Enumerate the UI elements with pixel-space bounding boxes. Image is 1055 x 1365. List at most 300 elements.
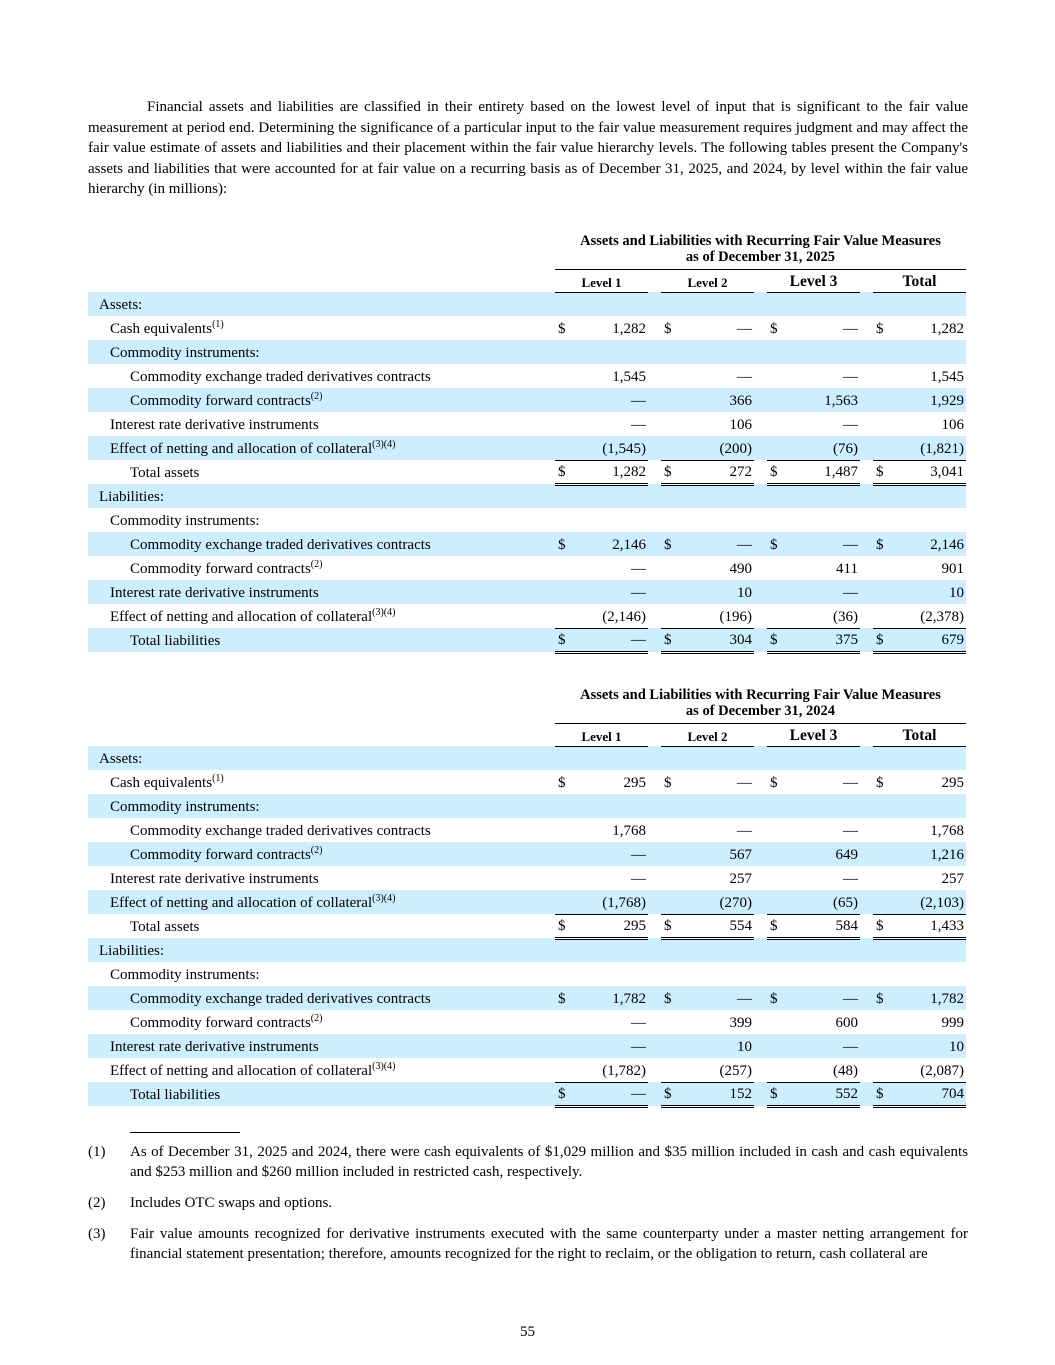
column-gap <box>648 436 661 460</box>
column-gap <box>754 460 767 484</box>
table-row <box>88 460 966 484</box>
cell-value: 295 <box>623 775 646 791</box>
dollar-sign <box>661 890 679 914</box>
cell-value: 295 <box>941 775 964 791</box>
cell-value <box>891 746 966 770</box>
footnote-divider <box>130 1132 240 1133</box>
column-gap <box>754 938 767 962</box>
dollar-sign <box>767 436 785 460</box>
table-row <box>88 938 966 962</box>
cell-value: 2,146 <box>891 532 966 556</box>
column-gap <box>860 794 873 818</box>
table-title <box>555 233 966 270</box>
column-gap <box>860 436 873 460</box>
footnote-reference: (3)(4) <box>372 1061 396 1072</box>
table-row <box>88 746 966 770</box>
cell-value: — <box>679 986 754 1010</box>
cell-value: 704 <box>891 1082 966 1106</box>
cell-value: — <box>737 775 752 791</box>
column-gap <box>754 556 767 580</box>
dollar-sign <box>767 508 785 532</box>
column-gap <box>648 1034 661 1058</box>
column-gap <box>648 340 661 364</box>
cell-value: — <box>631 561 646 577</box>
dollar-sign <box>767 292 785 316</box>
column-gap <box>860 770 873 794</box>
column-header: Level 2 <box>661 723 754 746</box>
intro-paragraph: Financial assets and liabilities are classified in their entirety based on the lowest level of input that is significant to the fair value measurement at period end. Determining the significance of a particular input to the fair value measurement requires judgment and may affect the fair value estimate of assets and liabilities and their placement within the fair value hierarchy levels. The following tables present the Company's assets and liabilities that were accounted for at fair value on a recurring basis as of December 31, 2025, and 2024, by level within the fair value hierarchy (in millions): <box>88 99 968 197</box>
cell-value: 152 <box>679 1082 754 1106</box>
column-gap <box>754 484 767 508</box>
cell-value: 10 <box>679 580 754 604</box>
table-row <box>88 842 966 866</box>
table-row <box>88 818 966 842</box>
cell-value: — <box>785 1034 860 1058</box>
column-gap <box>754 866 767 890</box>
column-gap <box>648 914 661 938</box>
column-gap <box>860 818 873 842</box>
table-title-row <box>88 687 966 724</box>
footnote-text: Fair value amounts recognized for derivative instruments executed with the same counterparty under a master netting arrangement for financial statement presentation; therefore, amounts recognized for the right to reclaim, or the obligation to return, cash collateral are <box>130 1225 968 1262</box>
column-gap <box>648 986 661 1010</box>
cell-value <box>679 340 754 364</box>
tables-container <box>88 233 968 1108</box>
row-label: Interest rate derivative instruments <box>110 417 319 433</box>
row-label: Commodity forward contracts$^{(2)}$ <box>130 1013 323 1031</box>
cell-value: (1,782) <box>573 1058 648 1082</box>
column-gap <box>648 412 661 436</box>
cell-value: 366 <box>679 388 754 412</box>
footnote-marker: (3) <box>88 1225 106 1242</box>
cell-value: 10 <box>891 1034 966 1058</box>
cell-value: — <box>785 986 860 1010</box>
dollar-sign <box>767 938 785 962</box>
table-row <box>88 628 966 652</box>
column-gap <box>754 1034 767 1058</box>
cell-value: (48) <box>785 1058 860 1082</box>
column-gap <box>860 556 873 580</box>
cell-value: 1,768 <box>930 823 964 839</box>
dollar-sign <box>767 818 785 842</box>
column-gap <box>648 292 661 316</box>
cell-value: — <box>843 775 858 791</box>
dollar-sign <box>767 556 785 580</box>
column-gap <box>860 1010 873 1034</box>
dollar-sign: $ <box>661 628 679 652</box>
dollar-sign <box>873 1010 891 1034</box>
dollar-sign <box>873 556 891 580</box>
cell-value: (257) <box>679 1058 754 1082</box>
column-gap <box>860 914 873 938</box>
dollar-sign <box>767 746 785 770</box>
row-label: Commodity instruments: <box>110 513 260 529</box>
cell-value: — <box>573 1034 648 1058</box>
dollar-sign <box>767 962 785 986</box>
column-gap <box>860 316 873 340</box>
dollar-sign <box>555 818 573 842</box>
dollar-sign <box>767 794 785 818</box>
dollar-sign: $ <box>873 532 891 556</box>
column-gap <box>860 412 873 436</box>
table-row <box>88 316 966 340</box>
dollar-sign <box>661 604 679 628</box>
column-gap <box>754 986 767 1010</box>
cell-value: — <box>631 871 646 887</box>
column-gap <box>754 364 767 388</box>
row-label: Assets: <box>88 292 555 316</box>
cell-value <box>573 938 648 962</box>
dollar-sign <box>555 866 573 890</box>
column-gap <box>648 460 661 484</box>
dollar-sign: $ <box>558 775 566 791</box>
cell-value: (196) <box>679 604 754 628</box>
row-label: Commodity forward contracts$^{(2)}$ <box>88 388 555 412</box>
row-label: Assets: <box>88 746 555 770</box>
cell-value: — <box>843 321 858 337</box>
dollar-sign <box>555 890 573 914</box>
cell-value: — <box>573 388 648 412</box>
column-gap <box>754 580 767 604</box>
column-gap <box>754 914 767 938</box>
table-row <box>88 866 966 890</box>
dollar-sign: $ <box>661 460 679 484</box>
row-label: Commodity forward contracts$^{(2)}$ <box>88 842 555 866</box>
column-gap <box>860 460 873 484</box>
dollar-sign <box>873 1058 891 1082</box>
cell-value: — <box>573 842 648 866</box>
column-gap <box>754 269 767 292</box>
row-label: Effect of netting and allocation of collateral$^{(3)(4)}$ <box>110 1061 396 1079</box>
column-gap <box>648 269 661 292</box>
dollar-sign: $ <box>555 460 573 484</box>
dollar-sign: $ <box>555 986 573 1010</box>
column-gap <box>754 340 767 364</box>
cell-value <box>785 292 860 316</box>
cell-value: — <box>573 1082 648 1106</box>
cell-value: 1,782 <box>573 986 648 1010</box>
dollar-sign: $ <box>558 321 566 337</box>
cell-value: — <box>737 321 752 337</box>
cell-value <box>679 292 754 316</box>
dollar-sign <box>873 746 891 770</box>
dollar-sign <box>661 842 679 866</box>
table-row <box>88 508 966 532</box>
cell-value: — <box>843 871 858 887</box>
column-gap <box>754 842 767 866</box>
row-label: Total assets <box>130 919 200 935</box>
dollar-sign: $ <box>555 914 573 938</box>
dollar-sign <box>873 818 891 842</box>
cell-value: 411 <box>836 561 858 577</box>
table-title-line2: as of December 31, 2024 <box>685 703 836 719</box>
row-label: Commodity exchange traded derivatives contracts <box>130 823 431 839</box>
cell-value <box>573 340 648 364</box>
dollar-sign <box>873 292 891 316</box>
dollar-sign <box>661 1010 679 1034</box>
cell-value: — <box>785 580 860 604</box>
table-row <box>88 556 966 580</box>
table-title-row <box>88 233 966 270</box>
column-gap <box>860 890 873 914</box>
dollar-sign: $ <box>767 1082 785 1106</box>
cell-value: (76) <box>785 436 860 460</box>
cell-value: 1,216 <box>891 842 966 866</box>
cell-value <box>785 340 860 364</box>
dollar-sign: $ <box>873 914 891 938</box>
cell-value: 554 <box>679 914 754 938</box>
footnote-reference: (3)(4) <box>372 439 396 450</box>
column-header: Level 1 <box>555 723 648 746</box>
row-label: Liabilities: <box>88 484 555 508</box>
cell-value: (200) <box>679 436 754 460</box>
cell-value <box>785 484 860 508</box>
dollar-sign <box>767 388 785 412</box>
column-gap <box>754 794 767 818</box>
column-gap <box>754 1058 767 1082</box>
column-gap <box>648 746 661 770</box>
column-header-row <box>88 269 966 292</box>
row-label: Commodity exchange traded derivatives contracts <box>88 986 555 1010</box>
cell-value: 490 <box>729 561 752 577</box>
column-gap <box>648 388 661 412</box>
column-gap <box>648 508 661 532</box>
column-gap <box>648 770 661 794</box>
footnote-reference: (2) <box>310 845 323 856</box>
row-label: Liabilities: <box>88 938 555 962</box>
dollar-sign <box>661 340 679 364</box>
dollar-sign: $ <box>664 321 672 337</box>
row-label: Interest rate derivative instruments <box>88 1034 555 1058</box>
column-gap <box>860 723 873 746</box>
cell-value <box>573 484 648 508</box>
fair-value-table-2024 <box>88 687 966 1108</box>
dollar-sign <box>661 364 679 388</box>
fair-value-table-2025 <box>88 233 966 654</box>
dollar-sign <box>873 794 891 818</box>
cell-value: 1,433 <box>891 914 966 938</box>
column-gap <box>754 508 767 532</box>
column-gap <box>754 818 767 842</box>
column-gap <box>648 628 661 652</box>
column-gap <box>648 484 661 508</box>
cell-value: 679 <box>891 628 966 652</box>
dollar-sign: $ <box>767 460 785 484</box>
cell-value <box>679 962 754 986</box>
cell-value: (1,768) <box>573 890 648 914</box>
cell-value <box>785 746 860 770</box>
dollar-sign <box>555 962 573 986</box>
column-gap <box>648 556 661 580</box>
dollar-sign: $ <box>767 914 785 938</box>
row-label: Cash equivalents$^{(1)}$ <box>110 319 224 337</box>
dollar-sign <box>555 938 573 962</box>
row-label: Effect of netting and allocation of collateral$^{(3)(4)}$ <box>88 436 555 460</box>
cell-value <box>679 746 754 770</box>
dollar-sign <box>555 364 573 388</box>
table-row <box>88 388 966 412</box>
table-row <box>88 1082 966 1106</box>
column-gap <box>648 580 661 604</box>
dollar-sign <box>555 1010 573 1034</box>
dollar-sign <box>555 556 573 580</box>
table-row <box>88 794 966 818</box>
cell-value <box>891 292 966 316</box>
cell-value <box>891 794 966 818</box>
column-gap <box>754 628 767 652</box>
cell-value <box>891 484 966 508</box>
cell-value <box>785 962 860 986</box>
dollar-sign <box>555 580 573 604</box>
footnote-text: Includes OTC swaps and options. <box>130 1194 333 1211</box>
dollar-sign <box>767 580 785 604</box>
row-label: Commodity instruments: <box>110 967 260 983</box>
column-gap <box>860 1082 873 1106</box>
dollar-sign <box>661 580 679 604</box>
cell-value: 399 <box>729 1015 752 1031</box>
dollar-sign <box>661 484 679 508</box>
cell-value: — <box>631 417 646 433</box>
dollar-sign <box>661 412 679 436</box>
cell-value <box>679 508 754 532</box>
column-gap <box>648 794 661 818</box>
cell-value: (2,087) <box>891 1058 966 1082</box>
column-gap <box>648 938 661 962</box>
column-gap <box>860 628 873 652</box>
cell-value: 1,768 <box>612 823 646 839</box>
cell-value: 901 <box>941 561 964 577</box>
dollar-sign <box>767 412 785 436</box>
row-label: Interest rate derivative instruments <box>88 580 555 604</box>
cell-value: 1,282 <box>612 321 646 337</box>
cell-value: 304 <box>679 628 754 652</box>
cell-value: 1,282 <box>930 321 964 337</box>
cell-value: 1,282 <box>573 460 648 484</box>
cell-value: 2,146 <box>573 532 648 556</box>
footnotes <box>88 1142 968 1264</box>
dollar-sign <box>661 818 679 842</box>
cell-value: — <box>679 532 754 556</box>
cell-value: (36) <box>785 604 860 628</box>
cell-value: — <box>843 417 858 433</box>
row-label: Commodity instruments: <box>88 340 555 364</box>
column-gap <box>860 364 873 388</box>
row-label: Total assets <box>130 465 200 481</box>
cell-value: 257 <box>941 871 964 887</box>
cell-value: (270) <box>679 890 754 914</box>
footnote-marker: (2) <box>88 1194 106 1211</box>
cell-value: 649 <box>785 842 860 866</box>
column-gap <box>754 1010 767 1034</box>
dollar-sign <box>873 842 891 866</box>
cell-value: 10 <box>891 580 966 604</box>
dollar-sign <box>555 842 573 866</box>
column-gap <box>754 604 767 628</box>
dollar-sign <box>767 1034 785 1058</box>
dollar-sign <box>767 866 785 890</box>
dollar-sign <box>661 746 679 770</box>
dollar-sign: $ <box>873 1082 891 1106</box>
dollar-sign <box>555 436 573 460</box>
column-gap <box>648 723 661 746</box>
cell-value: — <box>631 1015 646 1031</box>
cell-value <box>573 962 648 986</box>
cell-value <box>679 484 754 508</box>
cell-value: 1,929 <box>891 388 966 412</box>
column-gap <box>754 436 767 460</box>
table-row <box>88 770 966 794</box>
dollar-sign <box>661 388 679 412</box>
dollar-sign: $ <box>873 460 891 484</box>
row-label: Commodity exchange traded derivatives contracts <box>130 369 431 385</box>
column-header: Level 1 <box>555 269 648 292</box>
table-row <box>88 1010 966 1034</box>
cell-value <box>785 938 860 962</box>
cell-value: (2,378) <box>891 604 966 628</box>
dollar-sign <box>555 412 573 436</box>
table-title-line1: Assets and Liabilities with Recurring Fair Value Measures <box>580 232 941 249</box>
dollar-sign <box>661 962 679 986</box>
dollar-sign: $ <box>661 1082 679 1106</box>
cell-value <box>785 508 860 532</box>
column-gap <box>860 962 873 986</box>
dollar-sign <box>555 794 573 818</box>
column-gap <box>860 484 873 508</box>
column-gap <box>860 1058 873 1082</box>
cell-value: 1,563 <box>785 388 860 412</box>
column-gap <box>754 890 767 914</box>
dollar-sign: $ <box>767 532 785 556</box>
dollar-sign <box>873 412 891 436</box>
column-gap <box>860 842 873 866</box>
dollar-sign: $ <box>555 532 573 556</box>
dollar-sign <box>767 842 785 866</box>
table-row <box>88 364 966 388</box>
cell-value: 600 <box>835 1015 858 1031</box>
cell-value: 272 <box>679 460 754 484</box>
footnote-reference: (3)(4) <box>372 607 396 618</box>
cell-value: 375 <box>785 628 860 652</box>
table-row <box>88 412 966 436</box>
footnote-reference: (2) <box>310 391 323 402</box>
column-gap <box>648 1010 661 1034</box>
dollar-sign <box>555 746 573 770</box>
table-row <box>88 914 966 938</box>
row-label: Commodity exchange traded derivatives contracts <box>88 532 555 556</box>
column-gap <box>754 962 767 986</box>
dollar-sign <box>873 436 891 460</box>
cell-value: 257 <box>729 871 752 887</box>
column-gap <box>754 292 767 316</box>
column-gap <box>648 532 661 556</box>
column-gap <box>860 340 873 364</box>
column-gap <box>754 723 767 746</box>
page-number: 55 <box>520 1324 535 1340</box>
column-gap <box>754 770 767 794</box>
dollar-sign <box>873 890 891 914</box>
column-gap <box>860 269 873 292</box>
dollar-sign <box>873 938 891 962</box>
table-row <box>88 436 966 460</box>
cell-value: — <box>737 823 752 839</box>
dollar-sign <box>661 436 679 460</box>
dollar-sign <box>767 890 785 914</box>
dollar-sign <box>873 388 891 412</box>
column-gap <box>860 938 873 962</box>
table-row <box>88 340 966 364</box>
row-label: Effect of netting and allocation of collateral$^{(3)(4)}$ <box>110 607 396 625</box>
cell-value <box>891 340 966 364</box>
dollar-sign <box>555 508 573 532</box>
